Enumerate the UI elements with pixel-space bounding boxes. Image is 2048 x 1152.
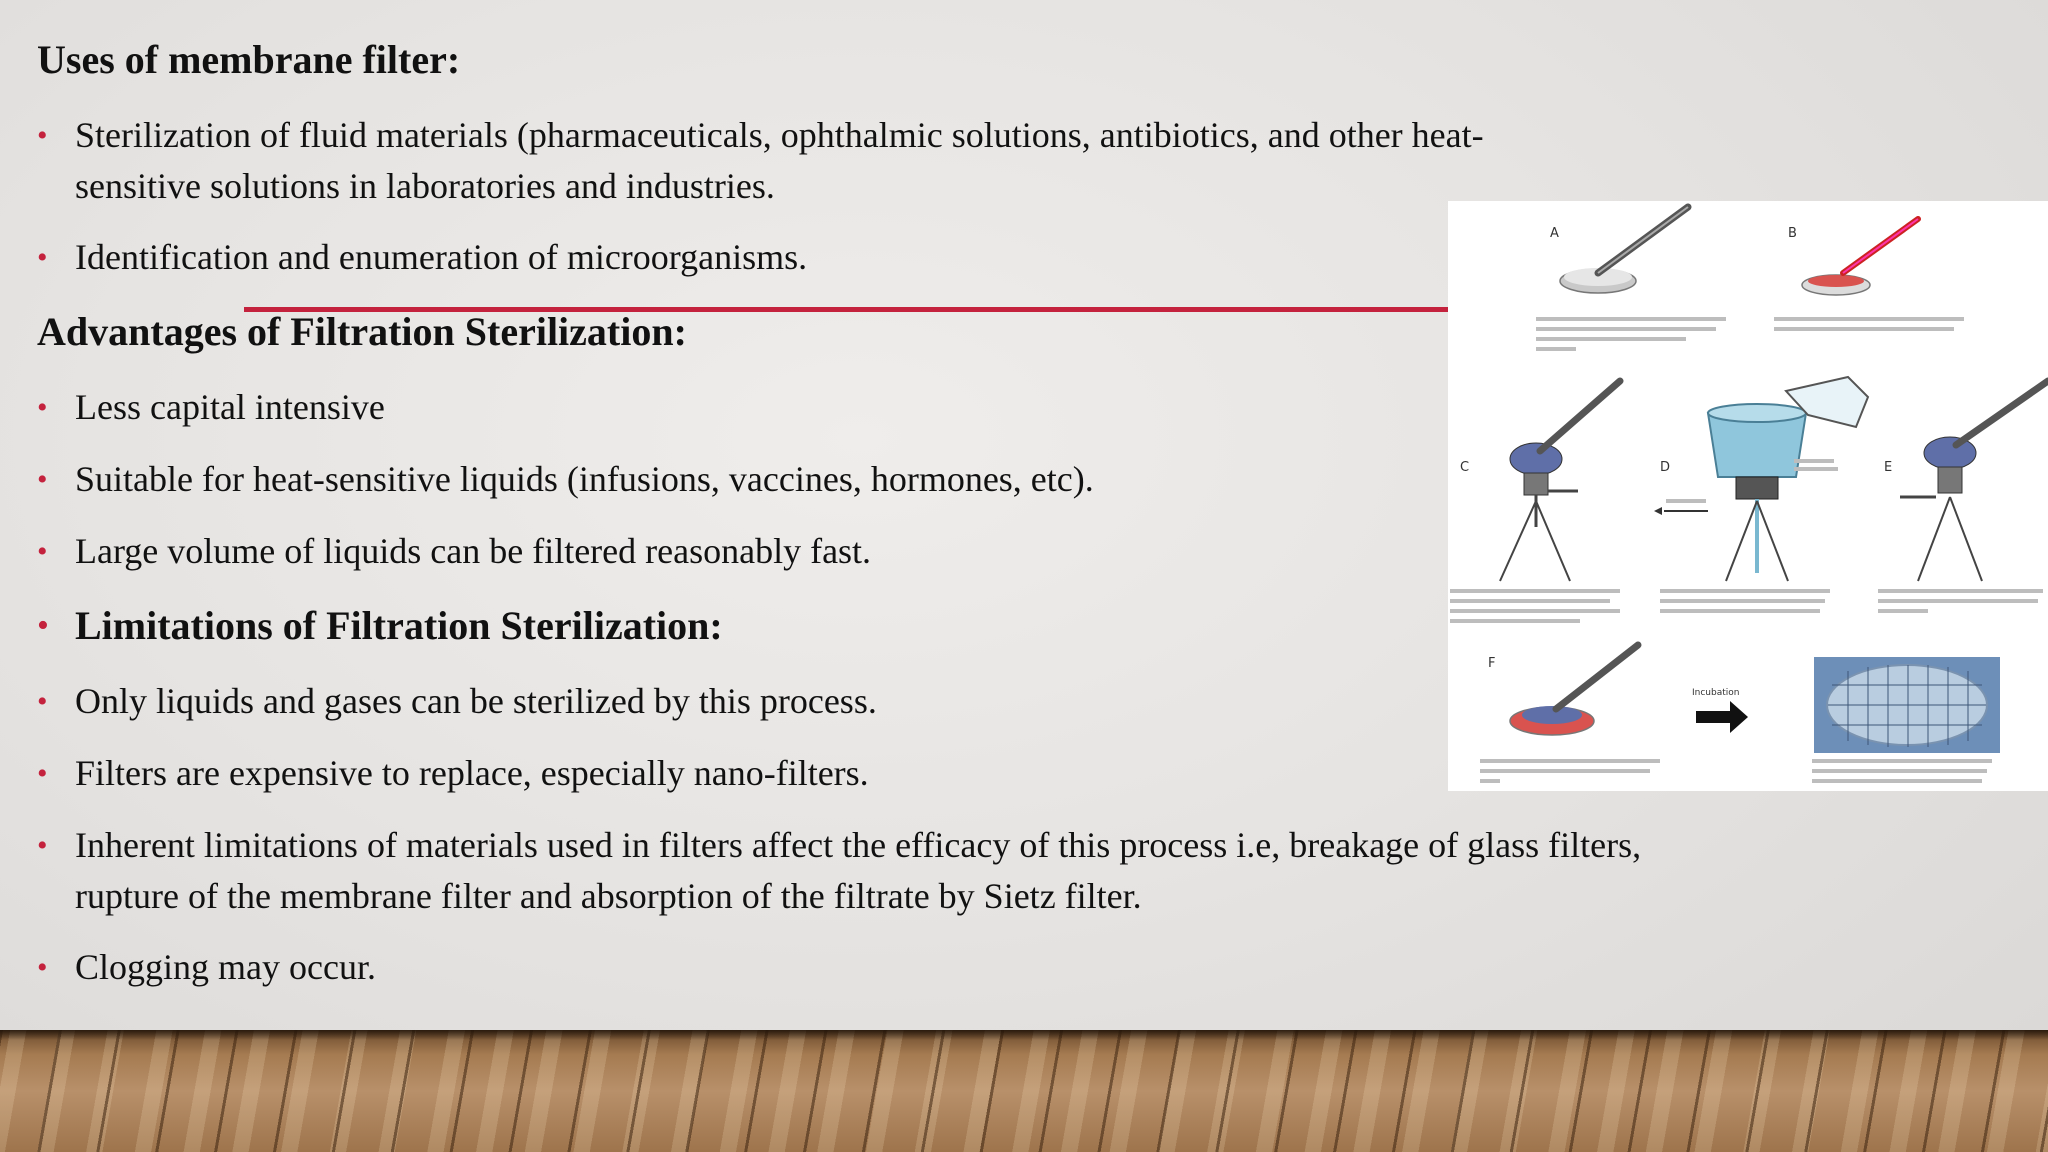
bullet-icon: • — [37, 951, 48, 984]
figure-label-c: C — [1460, 460, 1470, 475]
list-item-use-2: • Identification and enumeration of microorganisms. — [37, 232, 1437, 283]
bullet-icon: • — [37, 685, 48, 718]
heading-uses-of-membrane-filter: Uses of membrane filter: — [37, 37, 461, 82]
panel-d-illustration — [1654, 377, 1868, 581]
figure-label-f: F — [1488, 656, 1496, 671]
panel-f-illustration — [1510, 645, 1638, 735]
bullet-icon: • — [37, 241, 48, 274]
list-item-limitation-3: • Inherent limitations of materials used in filters affect the efficacy of this process i.e, breakage of glass filters, rupture of the membrane filter and absorption of the filtrate by Sietz filter. — [37, 820, 1687, 922]
list-item-advantage-3: • Large volume of liquids can be filtered reasonably fast. — [37, 526, 1437, 577]
heading-advantages: Advantages of Filtration Sterilization: — [37, 309, 687, 354]
list-item-limitation-2: • Filters are expensive to replace, especially nano-filters. — [37, 748, 1437, 799]
panel-a-illustration — [1560, 207, 1688, 293]
panel-g-illustration — [1814, 657, 2000, 753]
incubation-arrow-icon — [1696, 701, 1748, 733]
wooden-floor-decoration — [0, 1030, 2048, 1152]
list-item-advantage-2: • Suitable for heat-sensitive liquids (infusions, vaccines, hormones, etc). — [37, 454, 1437, 505]
bullet-icon: • — [37, 757, 48, 790]
bullet-icon: • — [37, 829, 48, 862]
list-item-limitations-heading — [37, 600, 1437, 651]
list-item-limitation-4: • Clogging may occur. — [37, 942, 1437, 993]
bullet-icon: • — [37, 607, 49, 644]
figure-label-e: E — [1884, 460, 1893, 475]
heading-limitations: Limitations of Filtration Sterilization: — [75, 603, 723, 648]
bullet-icon: • — [37, 119, 48, 152]
figure-label-a: A — [1550, 226, 1559, 241]
bullet-icon: • — [37, 463, 48, 496]
panel-c-illustration — [1500, 381, 1620, 581]
figure-arrow-label: Incubation — [1692, 688, 1740, 698]
list-item-limitation-1: • Only liquids and gases can be sterilized by this process. — [37, 676, 1437, 727]
list-item-use-1: • Sterilization of fluid materials (pharmaceuticals, ophthalmic solutions, antibiotics, and other heat-sensitive solutions in laboratories and industries. — [37, 110, 1597, 212]
list-item-advantage-1: • Less capital intensive — [37, 382, 1437, 433]
bullet-icon: • — [37, 391, 48, 424]
figure-label-b: B — [1788, 226, 1797, 241]
bullet-icon: • — [37, 535, 48, 568]
membrane-filtration-procedure-figure — [1448, 201, 2048, 791]
panel-e-illustration — [1900, 381, 2048, 581]
floor-shadow — [0, 1030, 2048, 1040]
panel-b-illustration — [1802, 219, 1918, 295]
figure-label-d: D — [1660, 460, 1671, 475]
